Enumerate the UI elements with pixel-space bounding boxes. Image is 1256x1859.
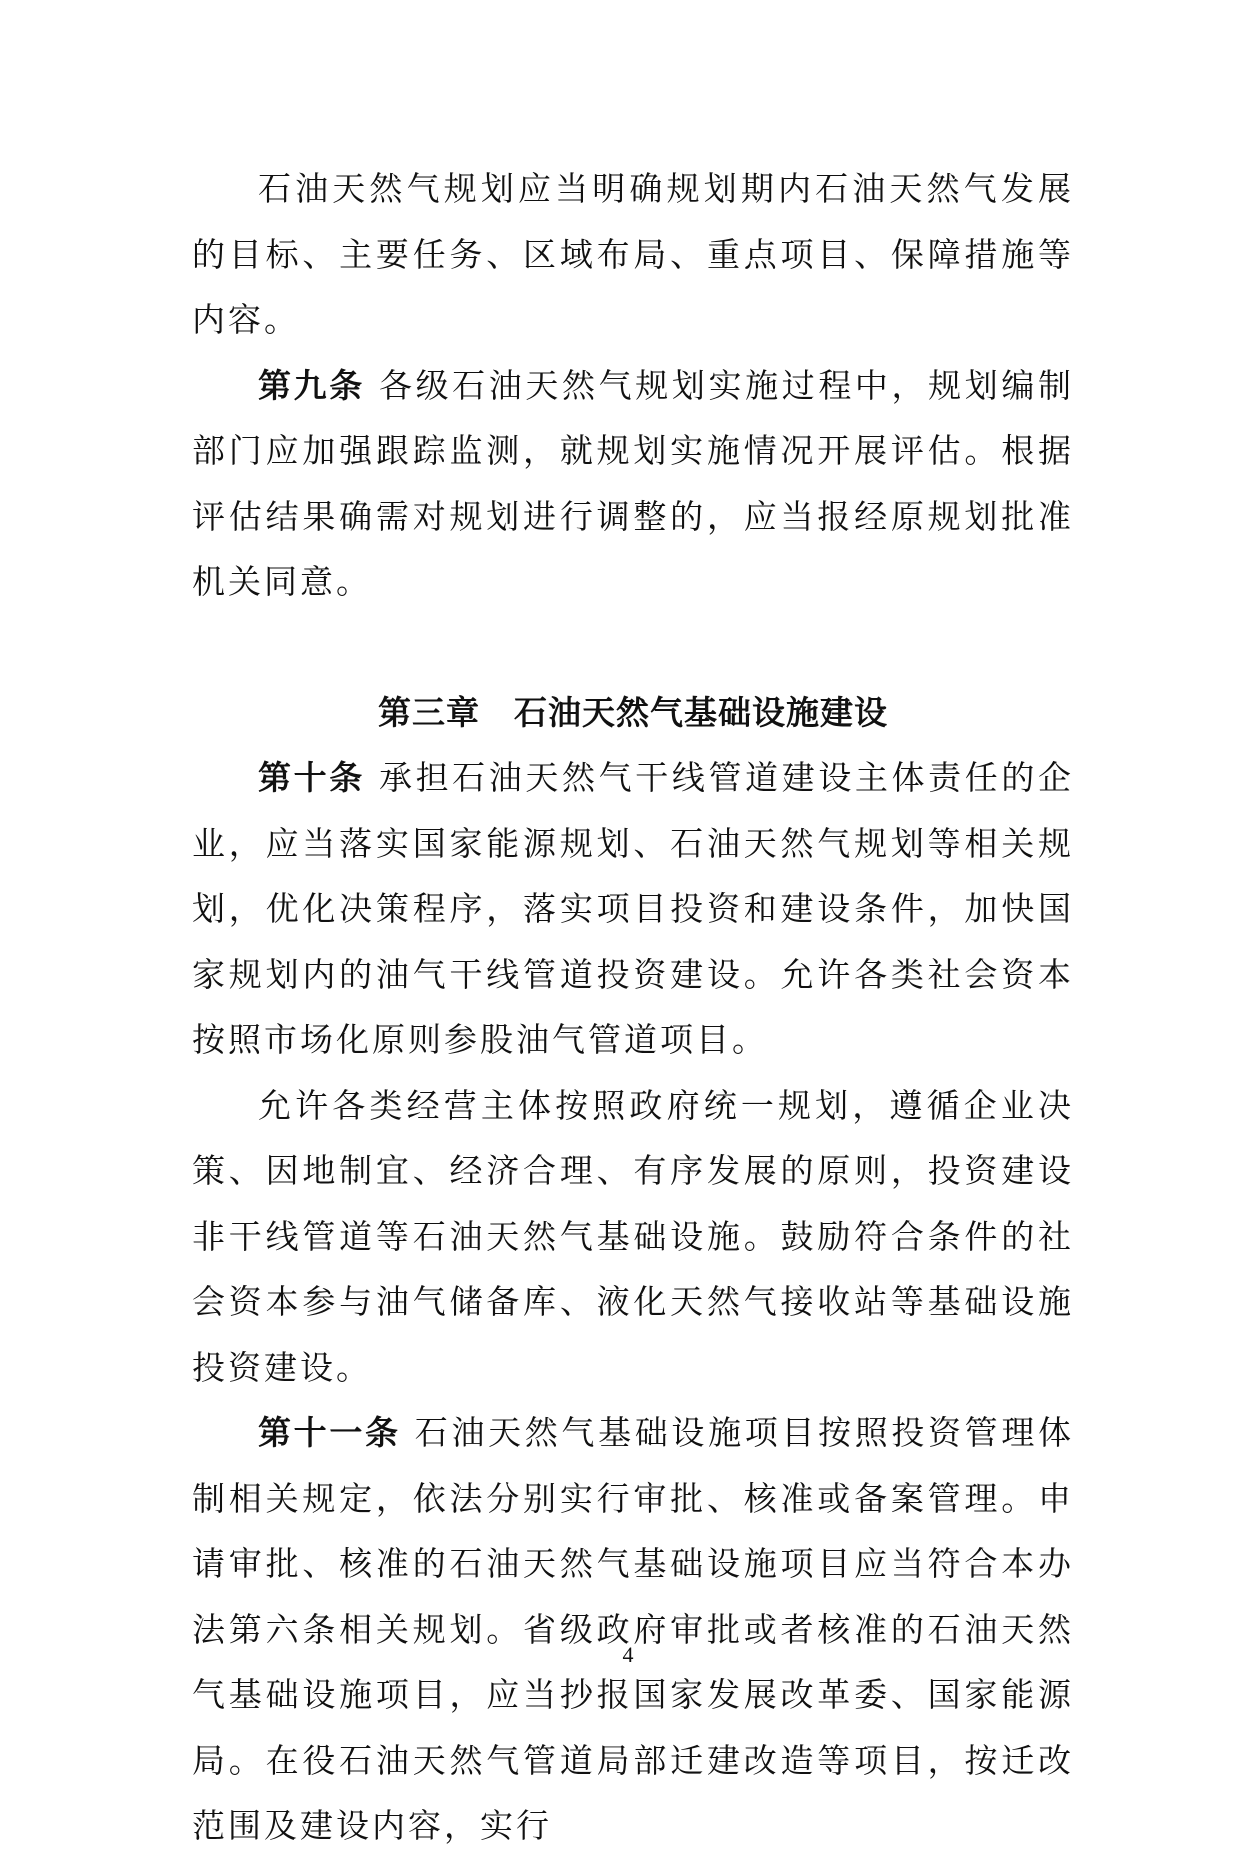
article-10-text: 承担石油天然气干线管道建设主体责任的企业，应当落实国家能源规划、石油天然气规划等相关规划，优化决策程序，落实项目投资和建设条件，加快国家规划内的油气干线管道投资建设。允许各类社会资本按照市场化原则参股油气管道项目。 (192, 758, 1074, 1059)
paragraph-plan-content: 石油天然气规划应当明确规划期内石油天然气发展的目标、主要任务、区域布局、重点项目、保障措施等内容。 (192, 169, 1074, 339)
article-10 (192, 745, 1074, 1073)
page-number: 4 (622, 1642, 634, 1667)
article-9 (192, 353, 1074, 615)
article-11-text: 石油天然气基础设施项目按照投资管理体制相关规定，依法分别实行审批、核准或备案管理。申请审批、核准的石油天然气基础设施项目应当符合本办法第六条相关规划。省级政府审批或者核准的石油天然气基础设施项目，应当抄报国家发展改革委、国家能源局。在役石油天然气管道局部迁建改造等项目，按迁改范围及建设内容，实行 (192, 1413, 1075, 1845)
article-9-label: 第九条 (258, 365, 365, 405)
article-11-label: 第十一条 (258, 1413, 401, 1452)
article-10-label: 第十条 (258, 758, 365, 797)
article-9-text: 各级石油天然气规划实施过程中，规划编制部门应加强跟踪监测，就规划实施情况开展评估。根据评估结果确需对规划进行调整的，应当报经原规划批准机关同意。 (192, 365, 1074, 601)
page-body (192, 156, 1074, 1859)
paragraph-allow-operators: 允许各类经营主体按照政府统一规划，遵循企业决策、因地制宜、经济合理、有序发展的原则，投资建设非干线管道等石油天然气基础设施。鼓励符合条件的社会资本参与油气储备库、液化天然气接收站等基础设施投资建设。 (192, 1085, 1074, 1387)
article-11 (192, 1400, 1074, 1859)
chapter-3-heading: 第三章 石油天然气基础设施建设 (378, 692, 888, 732)
